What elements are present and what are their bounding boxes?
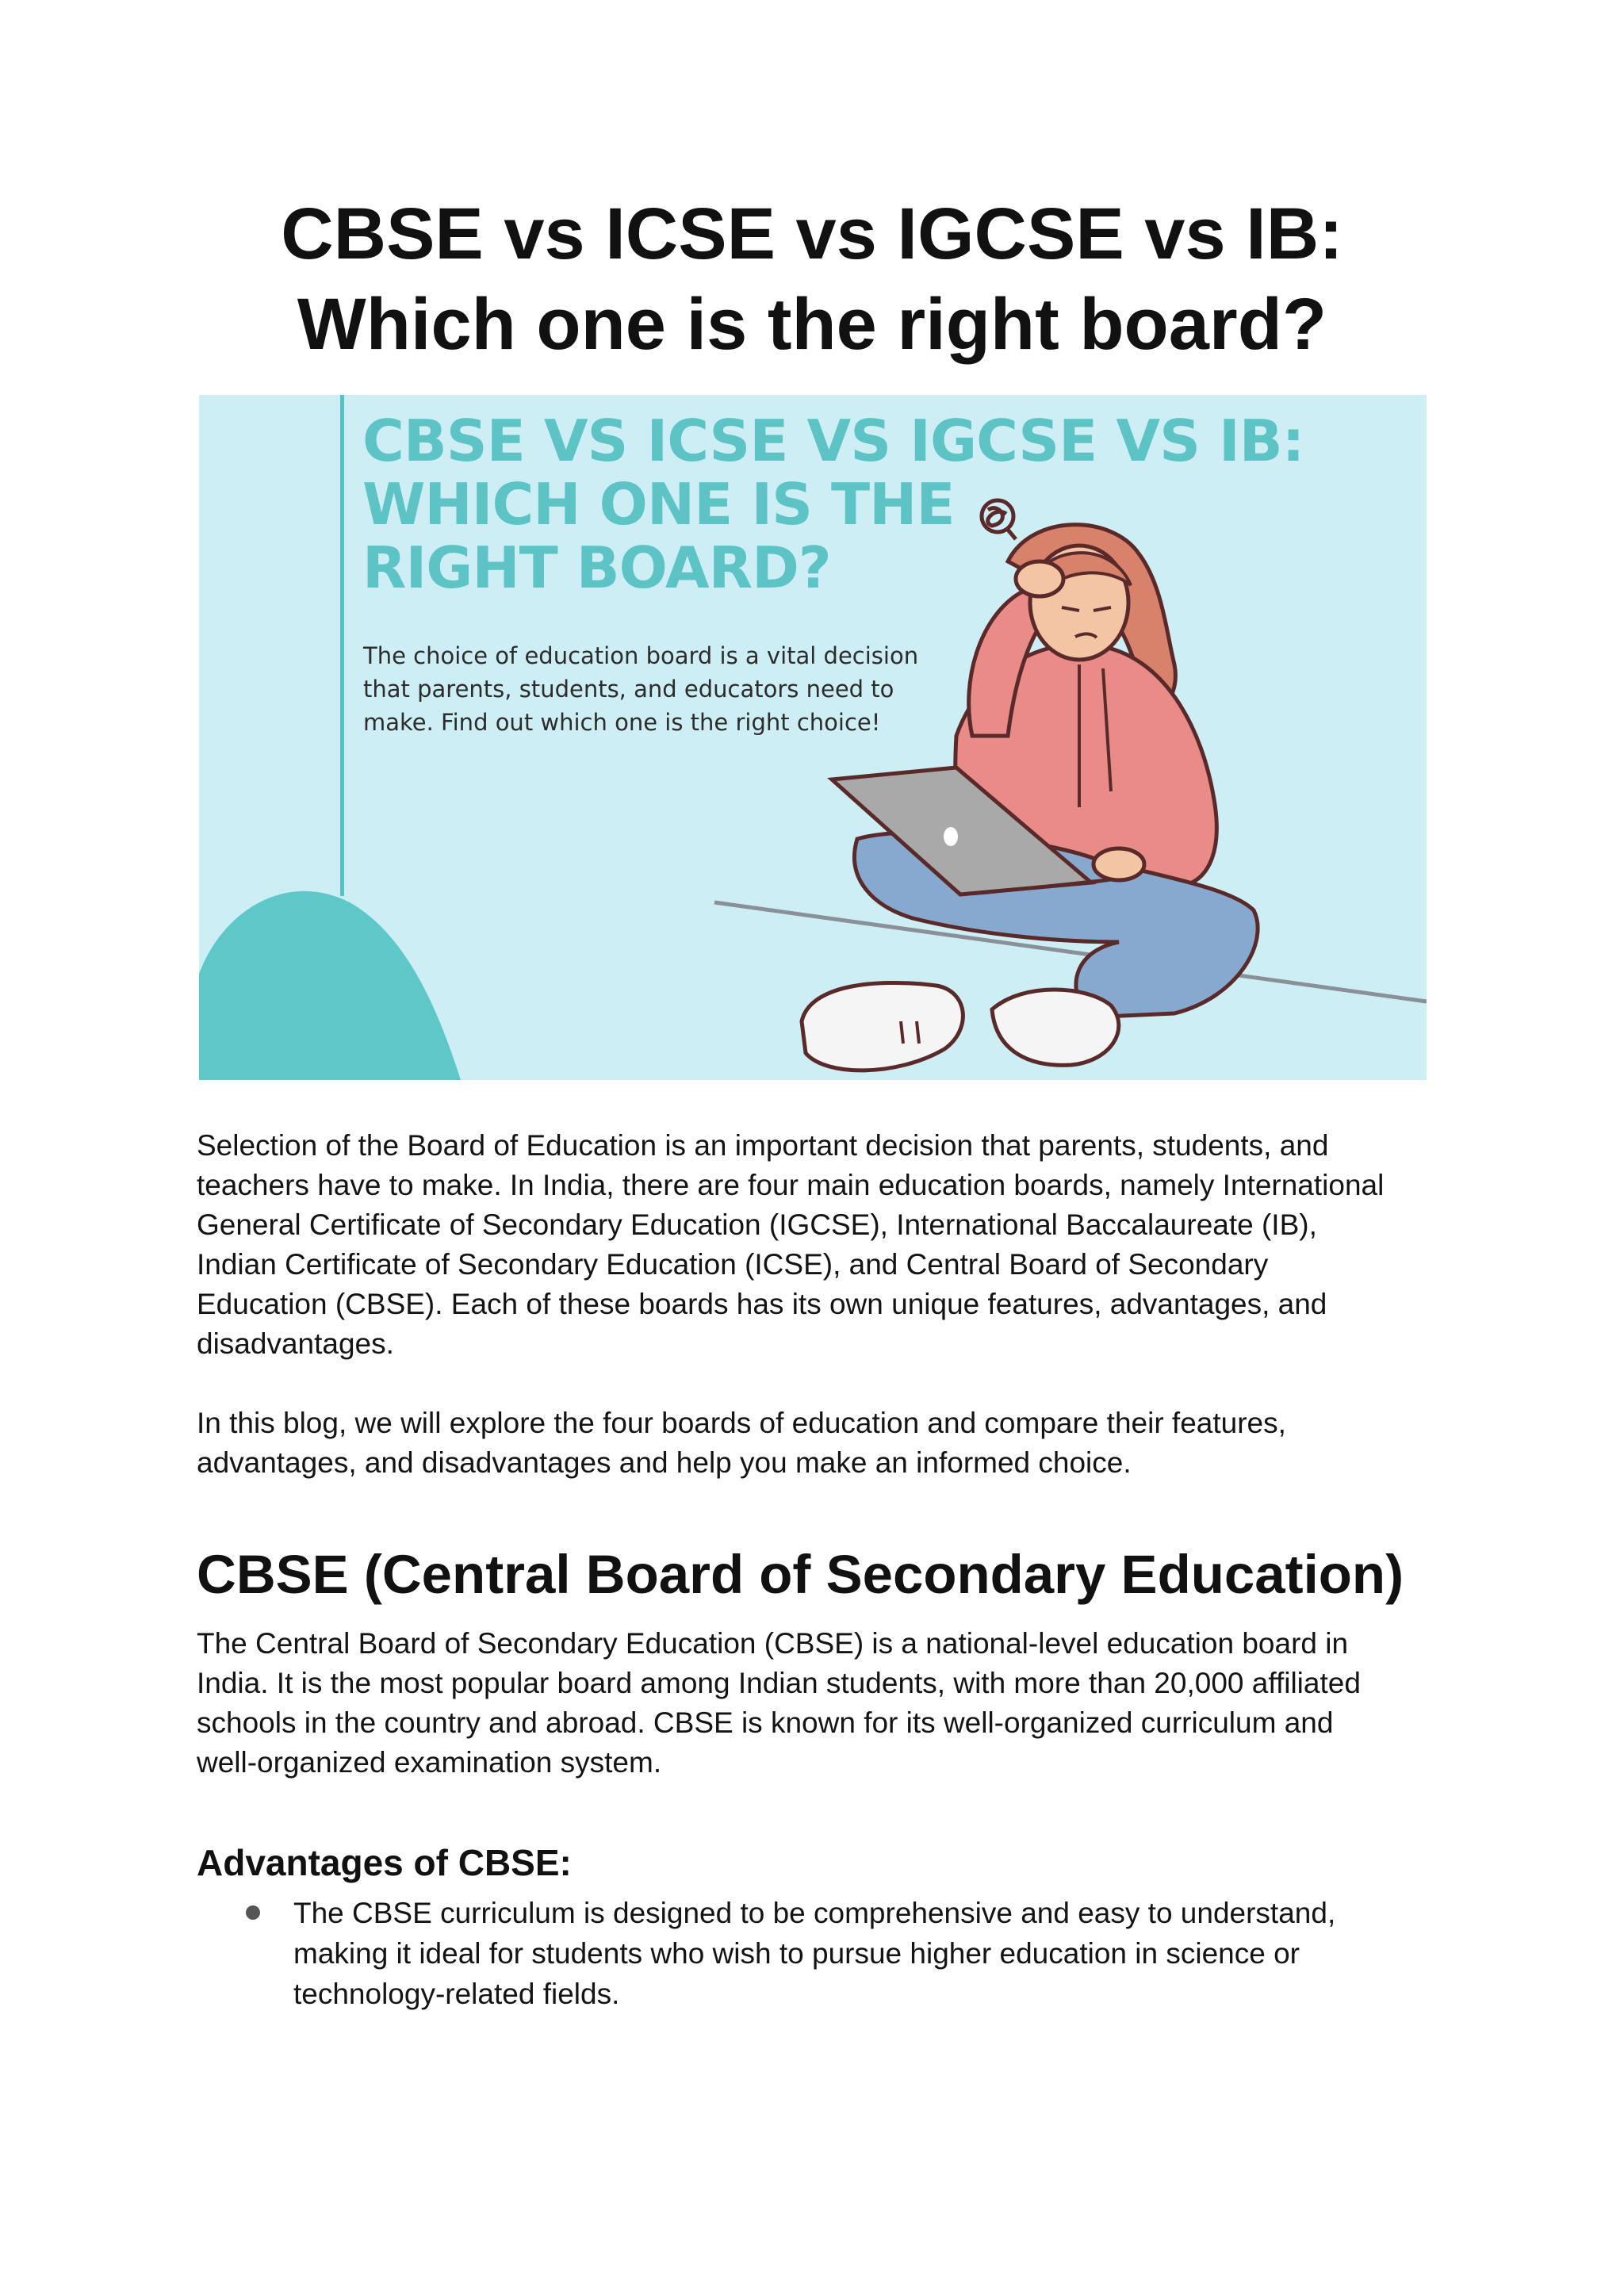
intro-p2-line-1: In this blog, we will explore the four boards of education and compare their features,: [197, 1407, 1286, 1439]
intro-p1-line-1: Selection of the Board of Education is an important decision that parents, students, and: [197, 1129, 1329, 1162]
hero-subtitle-line-2: that parents, students, and educators need to: [363, 676, 894, 703]
cbse-p-line-3: schools in the country and abroad. CBSE is known for its well-organized curriculum and: [197, 1706, 1334, 1739]
advantage-1-line-1: The CBSE curriculum is designed to be comprehensive and easy to understand,: [293, 1897, 1336, 1929]
hero-subtitle-line-3: make. Find out which one is the right choice!: [363, 709, 881, 736]
intro-paragraph-1: [197, 1126, 1434, 1364]
hero-image: [199, 395, 1427, 1080]
intro-p1-line-6: disadvantages.: [197, 1327, 394, 1360]
advantage-1-line-2: making it ideal for students who wish to pursue higher education in science or: [293, 1937, 1300, 1970]
hero-heading-line-1: CBSE VS ICSE VS IGCSE VS IB:: [362, 408, 1304, 474]
hero-heading-line-3: RIGHT BOARD?: [362, 534, 831, 601]
hero-heading: [362, 409, 1304, 599]
intro-p1-line-2: teachers have to make. In India, there are four main education boards, namely International: [197, 1169, 1385, 1201]
advantage-1-line-3: technology-related fields.: [293, 1978, 620, 2010]
cbse-p-line-1: The Central Board of Secondary Education (CBSE) is a national-level education board in: [197, 1627, 1349, 1660]
page-title-line-2: Which one is the right board?: [297, 284, 1327, 365]
bullet-icon: [246, 1905, 260, 1920]
hands-on-laptop: [1094, 848, 1144, 880]
cbse-p-line-2: India. It is the most popular board among Indian students, with more than 20,000 affiliated: [197, 1667, 1361, 1699]
hero-subtitle-line-1: The choice of education board is a vital decision: [363, 642, 919, 669]
shoes: [802, 982, 1119, 1070]
cbse-paragraph: [197, 1624, 1434, 1783]
page-title: [0, 189, 1624, 370]
advantages-heading: Advantages of CBSE:: [197, 1842, 572, 1883]
hero-divider-line: [340, 395, 344, 896]
cbse-p-line-4: well-organized examination system.: [197, 1746, 662, 1779]
hero-subtitle: [363, 639, 934, 739]
intro-p2-line-2: advantages, and disadvantages and help you make an informed choice.: [197, 1446, 1132, 1479]
decorative-blob: [199, 891, 461, 1080]
intro-p1-line-3: General Certificate of Secondary Education (IGCSE), International Baccalaureate (IB),: [197, 1208, 1317, 1241]
list-item: [197, 1893, 1434, 2014]
intro-paragraph-2: [197, 1404, 1434, 1483]
page-title-line-1: CBSE vs ICSE vs IGCSE vs IB:: [281, 193, 1343, 274]
intro-p1-line-5: Education (CBSE). Each of these boards has its own unique features, advantages, and: [197, 1288, 1327, 1320]
hero-heading-line-2: WHICH ONE IS THE: [362, 471, 955, 538]
intro-p1-line-4: Indian Certificate of Secondary Education (ICSE), and Central Board of Secondary: [197, 1248, 1269, 1281]
cbse-section-heading: CBSE (Central Board of Secondary Education): [197, 1544, 1404, 1605]
advantages-list: [197, 1893, 1434, 2014]
